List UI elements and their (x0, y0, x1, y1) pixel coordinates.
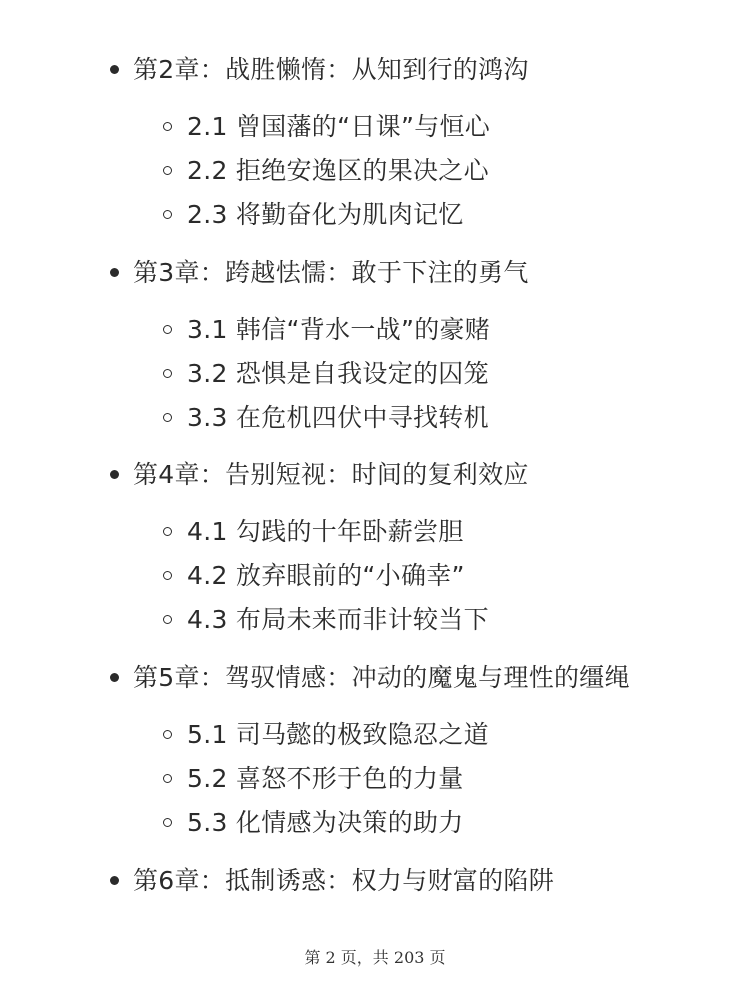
section-title: 2.1 曾国藩的“日课”与恒心 (187, 112, 491, 141)
section-title: 2.2 拒绝安逸区的果决之心 (187, 156, 489, 185)
section-item (0, 107, 750, 147)
bullet-circle-icon (163, 571, 172, 580)
bullet-dot-icon (110, 65, 119, 74)
chapter-item (0, 861, 750, 901)
section-title: 2.3 将勤奋化为肌肉记忆 (187, 200, 464, 229)
section-title: 5.1 司马懿的极致隐忍之道 (187, 720, 489, 749)
bullet-dot-icon (110, 268, 119, 277)
section-title: 4.3 布局未来而非计较当下 (187, 605, 489, 634)
section-title: 5.3 化情感为决策的助力 (187, 808, 464, 837)
bullet-circle-icon (163, 325, 172, 334)
bullet-dot-icon (110, 673, 119, 682)
bullet-circle-icon (163, 122, 172, 131)
chapter-item (0, 50, 750, 90)
page-number: 第 2 页，共 203 页 (304, 948, 446, 967)
bullet-circle-icon (163, 818, 172, 827)
chapter-item (0, 658, 750, 698)
section-title: 3.2 恐惧是自我设定的囚笼 (187, 359, 489, 388)
section-item (0, 759, 750, 799)
bullet-circle-icon (163, 369, 172, 378)
chapter-item (0, 455, 750, 495)
section-title: 4.2 放弃眼前的“小确幸” (187, 561, 465, 590)
section-item (0, 600, 750, 640)
bullet-circle-icon (163, 210, 172, 219)
section-item (0, 512, 750, 552)
section-item (0, 151, 750, 191)
section-item (0, 310, 750, 350)
chapter-item (0, 253, 750, 293)
bullet-circle-icon (163, 527, 172, 536)
chapter-title: 第2章：战胜懒惰：从知到行的鸿沟 (133, 55, 529, 84)
bullet-circle-icon (163, 774, 172, 783)
bullet-circle-icon (163, 166, 172, 175)
section-item (0, 803, 750, 843)
chapter-title: 第5章：驾驭情感：冲动的魔鬼与理性的缰绳 (133, 663, 630, 692)
section-item (0, 556, 750, 596)
section-item (0, 398, 750, 438)
section-title: 3.1 韩信“背水一战”的豪赌 (187, 315, 491, 344)
chapter-title: 第6章：抵制诱惑：权力与财富的陷阱 (133, 866, 555, 895)
section-title: 5.2 喜怒不形于色的力量 (187, 764, 464, 793)
bullet-circle-icon (163, 413, 172, 422)
bullet-circle-icon (163, 615, 172, 624)
section-item (0, 354, 750, 394)
bullet-dot-icon (110, 470, 119, 479)
chapter-title: 第3章：跨越怯懦：敢于下注的勇气 (133, 258, 529, 287)
chapter-title: 第4章：告别短视：时间的复利效应 (133, 460, 529, 489)
section-item (0, 195, 750, 235)
bullet-dot-icon (110, 876, 119, 885)
section-title: 3.3 在危机四伏中寻找转机 (187, 403, 489, 432)
section-title: 4.1 勾践的十年卧薪尝胆 (187, 517, 464, 546)
section-item (0, 715, 750, 755)
bullet-circle-icon (163, 730, 172, 739)
